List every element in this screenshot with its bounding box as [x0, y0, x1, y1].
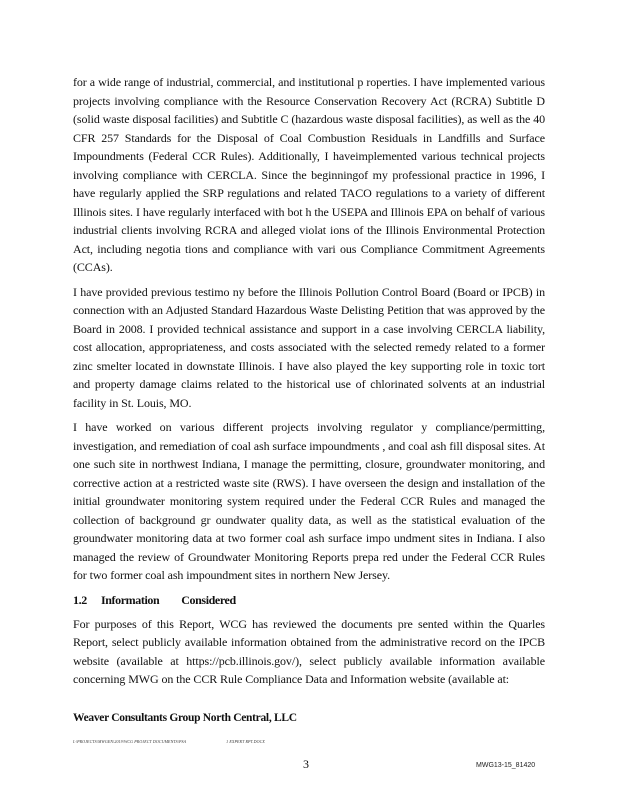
paragraph-testimony: I have provided previous testimo ny before the Illinois Pollution Control Board (Board or IPCB) in connection with an Adjusted Standard Hazardous Waste Delisting Petition that was approved by the Board in 2008. I provided technical assistance and support in a case involving CERCLA liability, cost allocation, appropriateness, and costs associated with the selected remedy related to a former zinc smelter located in downstate Illinois. I have also played the key supporting role in toxic tort and property damage claims related to the historical use of chlorinated solvents at an industrial facility in St. Louis, MO.: [73, 284, 545, 410]
footer-company-name: Weaver Consultants Group North Central, LLC: [73, 712, 297, 724]
paragraph-experience: for a wide range of industrial, commercial, and institutional p roperties. I have implemented various projects involving compliance with the Resource Conservation Recovery Act (RCRA) Subtitle D (solid waste disposal facilities) and Subtitle C (hazardous waste disposal facilities), as well as the 40 CFR 257 Standards for the Disposal of Coal Combustion Residuals in Landfills and Surface Impoundments (Federal CCR Rules). Additionally, I haveimplemented various technical projects involving compliance with CERCLA. Since the beginningof my professional practice in 1996, I have regularly applied the SRP regulations and related TACO regulations to a variety of different Illinois sites. I have regularly interfaced with bot h the USEPA and Illinois EPA on behalf of various industrial clients involving RCRA and alleged violat ions of the Illinois Environmental Protection Act, including negotia tions and compliance with vari ous Compliance Commitment Agreements (CCAs).: [73, 75, 545, 274]
footer-path-dir: I:\PROJECTS\MWGEN\2019\WCG PROJECT DOCUMENTS\PSA: [73, 739, 187, 744]
section-number: 1.2: [73, 592, 87, 607]
page-number: 3: [303, 757, 309, 771]
paragraph-coal-ash: I have worked on various different projects involving regulator y compliance/permitting, investigation, and remediation of coal ash surface impoundments , and coal ash fill disposal sites. At one such site in northwest Indiana, I manage the permitting, closure, groundwater monitoring, and corrective action at a restricted waste site (RWS). I have overseen the design and installation of the initial groundwater monitoring system required under the Federal CCR Rules and managed the collection of background gr oundwater quality data, as well as the statistical evaluation of the groundwater monitoring data at two former coal ash surface impo undment sites in Indiana. I also managed the review of Groundwater Monitoring Reports prepa red under the Federal CCR Rules for two former coal ash impoundment sites in northern New Jersey.: [73, 420, 545, 582]
section-title-word-2: Considered: [181, 592, 236, 607]
section-title-word-1: Information: [101, 592, 160, 607]
section-heading: [73, 591, 545, 609]
footer-path-file: 1 EXPERT RPT.DOCX: [226, 739, 265, 744]
paragraph-information-considered: For purposes of this Report, WCG has reviewed the documents pre sented within the Quarles Report, select publicly available information obtained from the administrative record on the IPCB website (available at https://pcb.illinois.gov/), select publicly available information available concerning MWG on the CCR Rule Compliance Data and Information website (available at:: [73, 616, 545, 686]
document-code: MWG13-15_81420: [476, 762, 536, 769]
footer-file-path: [73, 739, 265, 744]
document-body: [73, 73, 545, 695]
